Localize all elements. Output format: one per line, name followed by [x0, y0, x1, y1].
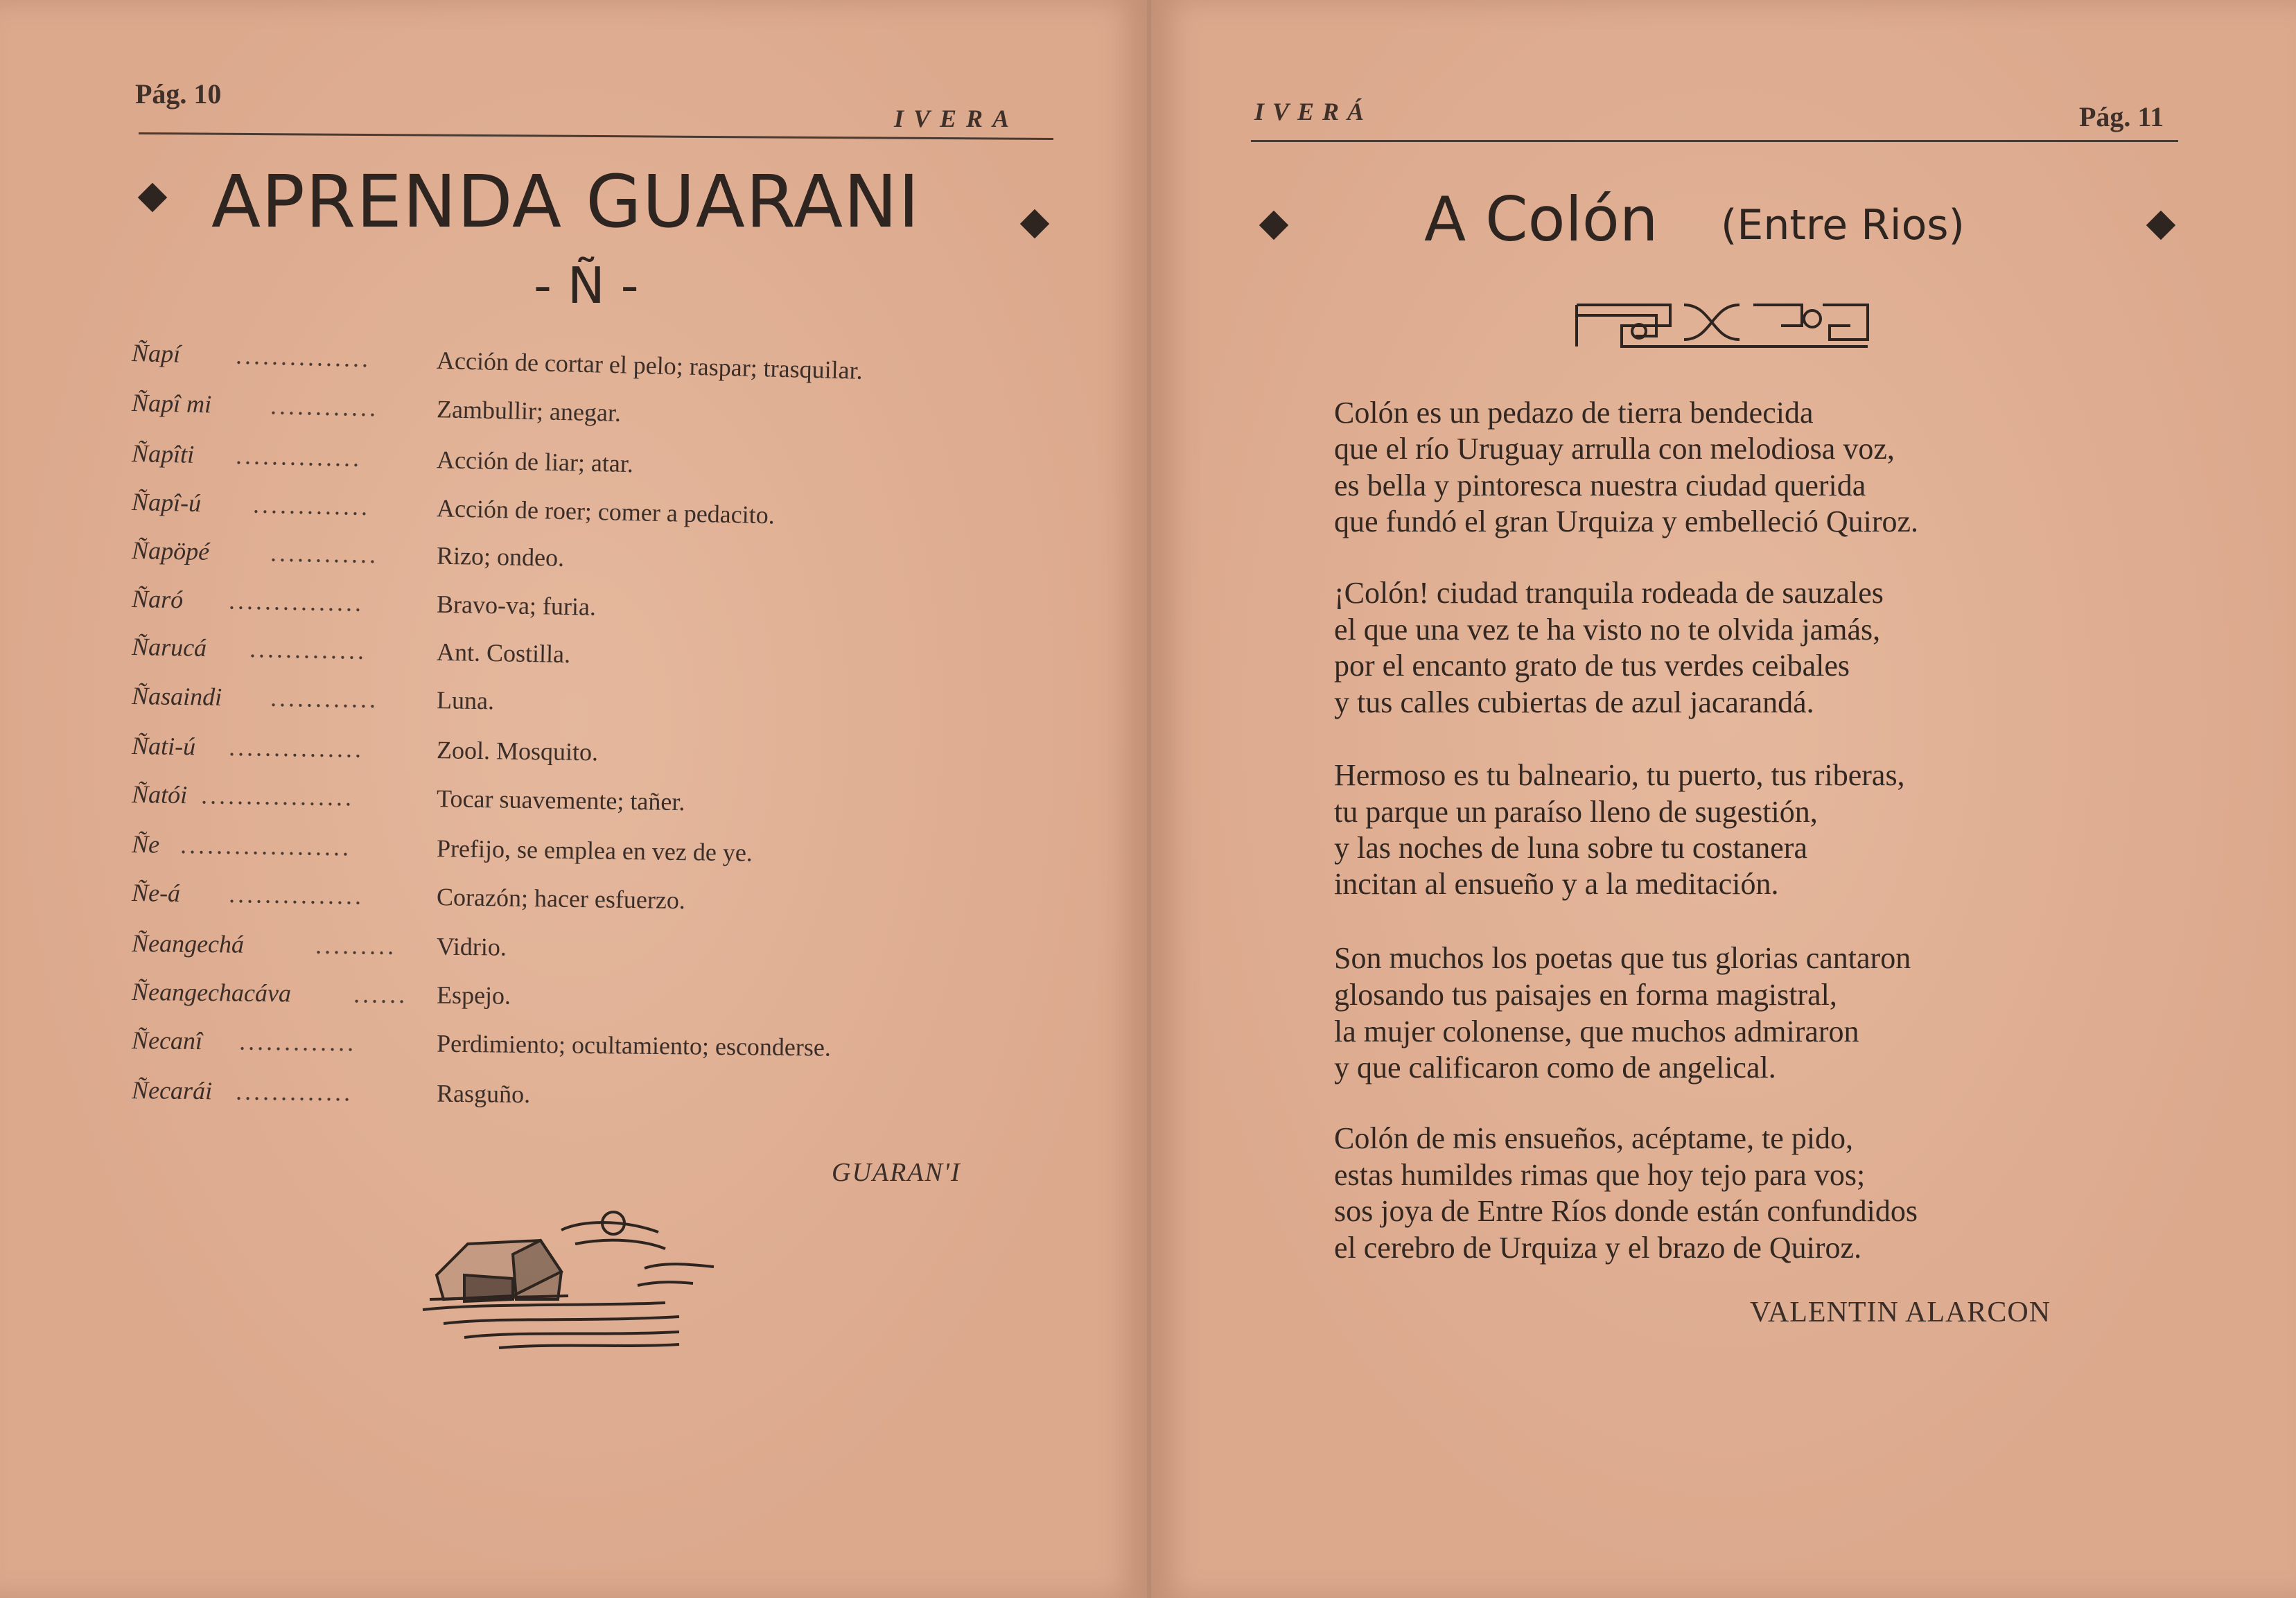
- poem-line: Son muchos los poetas que tus glorias cantaron: [1334, 941, 1911, 975]
- poem-line: tu parque un paraíso lleno de sugestión,: [1334, 795, 1818, 829]
- poem-line: incitan al ensueño y a la meditación.: [1334, 867, 1779, 901]
- poem-line: Colón es un pedazo de tierra bendecida: [1334, 396, 1814, 430]
- poem-line: glosando tus paisajes en forma magistral,: [1334, 978, 1837, 1012]
- poem-line: Hermoso es tu balneario, tu puerto, tus riberas,: [1334, 758, 1905, 792]
- leader-dots: .........: [315, 931, 397, 960]
- poem-line: y tus calles cubiertas de azul jacarandá.: [1334, 685, 1814, 719]
- fretwork-ornament: [1573, 298, 1871, 353]
- poem-author: VALENTIN ALARCON: [1750, 1297, 2051, 1328]
- leader-dots: .................: [200, 781, 355, 811]
- poem-title-sub: (Entre Rios): [1721, 201, 1965, 249]
- leader-dots: ...............: [228, 586, 365, 617]
- glossary-definition: Acción de roer; comer a pedacito.: [436, 494, 775, 529]
- poem-line: estas humildes rimas que hoy tejo para vos;: [1334, 1158, 1866, 1192]
- poem-line: que el río Uruguay arrulla con melodiosa voz,: [1334, 432, 1895, 466]
- left-page-title: APRENDA GUARANI: [211, 159, 920, 244]
- leader-dots: ...................: [179, 830, 352, 861]
- glossary-term: Ñasaindi: [131, 682, 222, 711]
- glossary-term: Ñaró: [131, 585, 184, 614]
- poem-line: el cerebro de Urquiza y el brazo de Quiroz.: [1334, 1231, 1862, 1265]
- leader-dots: .............: [249, 634, 367, 665]
- poem-line: Colón de mis ensueños, acéptame, te pido,: [1334, 1121, 1854, 1155]
- glossary-definition: Zambullir; anegar.: [436, 395, 622, 427]
- leader-dots: ......: [353, 980, 408, 1009]
- glossary-definition: Prefijo, se emplea en vez de ye.: [436, 834, 753, 867]
- glossary-term: Ñeangechá: [131, 929, 245, 958]
- glossary-definition: Zool. Mosquito.: [436, 736, 599, 766]
- glossary-term: Ñecanî: [131, 1026, 203, 1055]
- poem-line: y que calificaron como de angelical.: [1334, 1051, 1776, 1085]
- leader-dots: ............: [270, 683, 379, 713]
- glossary-term: Ñapöpé: [131, 536, 210, 565]
- leader-dots: ...............: [228, 732, 365, 763]
- glossary-definition: Tocar suavemente; tañer.: [436, 784, 685, 816]
- glossary-definition: Acción de cortar el pelo; raspar; trasquilar.: [436, 346, 864, 385]
- glossary-term: Ñatói: [131, 780, 188, 809]
- glossary-term: Ñeangechacáva: [131, 978, 292, 1008]
- poem-line: ¡Colón! ciudad tranquila rodeada de sauzales: [1334, 576, 1884, 610]
- glossary-term: Ñe: [131, 830, 160, 859]
- glossary-definition: Bravo-va; furia.: [436, 590, 597, 621]
- glossary-term: Ñarucá: [131, 633, 207, 662]
- left-page-number: Pág. 10: [135, 78, 222, 109]
- poem-line: sos joya de Entre Ríos donde están confundidos: [1334, 1194, 1918, 1228]
- leader-dots: .............: [238, 1027, 357, 1057]
- right-page-number: Pág. 11: [2079, 101, 2164, 132]
- leader-dots: ...............: [228, 879, 365, 910]
- left-running-head: IVERA: [894, 105, 1019, 132]
- glossary-definition: Luna.: [436, 686, 495, 715]
- poem-line: el que una vez te ha visto no te olvida jamás,: [1334, 613, 1881, 647]
- left-signature: GUARAN'I: [832, 1158, 961, 1187]
- glossary-term: Ñapî mi: [131, 389, 212, 419]
- poem-line: que fundó el gran Urquiza y embelleció Quiroz.: [1334, 504, 1919, 538]
- poem-line: la mujer colonense, que muchos admiraron: [1334, 1015, 1859, 1048]
- poem-line: y las noches de luna sobre tu costanera: [1334, 831, 1807, 865]
- right-header-rule: [1251, 140, 2178, 142]
- leader-dots: .............: [235, 1077, 353, 1107]
- hut-illustration: [416, 1206, 721, 1358]
- poem-line: es bella y pintoresca nuestra ciudad querida: [1334, 468, 1866, 502]
- leader-dots: ...............: [235, 341, 371, 373]
- glossary-term: Ñapîti: [131, 439, 195, 468]
- leader-dots: .............: [252, 490, 371, 521]
- glossary-definition: Ant. Costilla.: [436, 638, 571, 669]
- glossary-definition: Perdimiento; ocultamiento; esconderse.: [436, 1029, 832, 1062]
- glossary-term: Ñapí: [131, 339, 181, 368]
- glossary-definition: Rizo; ondeo.: [436, 541, 565, 572]
- glossary-definition: Rasguño.: [436, 1079, 531, 1109]
- glossary-definition: Vidrio.: [436, 932, 507, 961]
- glossary-term: Ñati-ú: [131, 732, 196, 761]
- glossary-term: Ñe-á: [131, 879, 181, 907]
- leader-dots: ............: [270, 392, 379, 422]
- glossary-term: Ñecarái: [131, 1076, 213, 1105]
- leader-dots: ............: [270, 538, 379, 569]
- right-running-head: IVERÁ: [1254, 98, 1373, 125]
- leader-dots: ..............: [235, 441, 362, 472]
- poem-line: por el encanto grato de tus verdes ceibales: [1334, 649, 1850, 683]
- section-letter: - Ñ -: [534, 256, 639, 315]
- glossary-definition: Espejo.: [436, 981, 511, 1010]
- glossary-definition: Acción de liar; atar.: [436, 446, 634, 478]
- glossary-term: Ñapî-ú: [131, 488, 202, 518]
- glossary-definition: Corazón; hacer esfuerzo.: [436, 883, 686, 915]
- poem-title: A Colón: [1424, 184, 1658, 255]
